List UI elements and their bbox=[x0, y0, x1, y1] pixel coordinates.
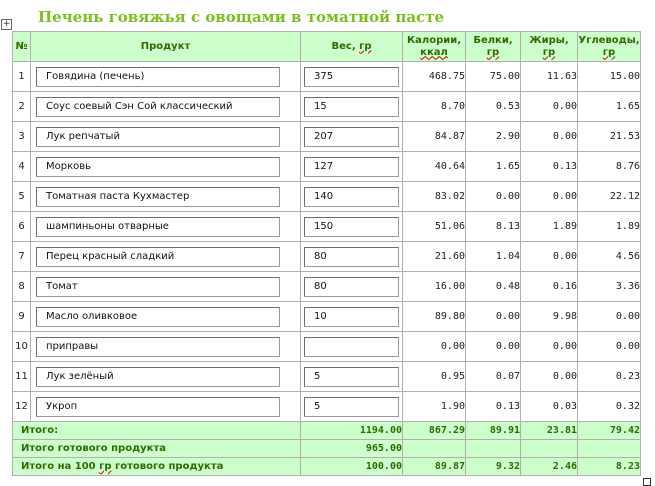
kcal-value: 0.00 bbox=[403, 332, 466, 362]
ready-empty-cell bbox=[466, 440, 521, 458]
ready-empty-cell bbox=[403, 440, 466, 458]
weight-cell bbox=[301, 182, 403, 212]
row-number: 7 bbox=[13, 242, 31, 272]
row-number: 12 bbox=[13, 392, 31, 422]
product-input[interactable]: шампиньоны отварные bbox=[36, 217, 280, 237]
row-number: 9 bbox=[13, 302, 31, 332]
row-number: 6 bbox=[13, 212, 31, 242]
protein-value: 0.48 bbox=[466, 272, 521, 302]
product-input[interactable]: Лук зелёный bbox=[36, 367, 280, 387]
weight-input[interactable]: 80 bbox=[304, 247, 399, 267]
fat-value: 0.13 bbox=[521, 152, 578, 182]
product-cell bbox=[31, 242, 301, 272]
header-fat-text: Жиры, bbox=[529, 34, 569, 46]
weight-cell bbox=[301, 152, 403, 182]
product-input[interactable]: Перец красный сладкий bbox=[36, 247, 280, 267]
kcal-value: 83.02 bbox=[403, 182, 466, 212]
row-number: 1 bbox=[13, 62, 31, 92]
fat-value: 0.16 bbox=[521, 272, 578, 302]
kcal-value: 84.87 bbox=[403, 122, 466, 152]
header-product: Продукт bbox=[31, 32, 301, 62]
table-row bbox=[13, 92, 641, 122]
weight-input[interactable]: 15 bbox=[304, 97, 399, 117]
product-input[interactable]: приправы bbox=[36, 337, 280, 357]
weight-cell bbox=[301, 392, 403, 422]
product-input[interactable]: Говядина (печень) bbox=[36, 67, 280, 87]
product-cell bbox=[31, 212, 301, 242]
table-row bbox=[13, 242, 641, 272]
per100-label-a: Итого на 100 bbox=[21, 461, 100, 472]
carbs-value: 22.12 bbox=[578, 182, 641, 212]
table-row bbox=[13, 182, 641, 212]
fat-value: 0.00 bbox=[521, 332, 578, 362]
header-weight-text: Вес, bbox=[331, 40, 360, 52]
kcal-value: 40.64 bbox=[403, 152, 466, 182]
fat-value: 0.00 bbox=[521, 182, 578, 212]
carbs-value: 0.00 bbox=[578, 332, 641, 362]
carbs-value: 0.23 bbox=[578, 362, 641, 392]
product-cell bbox=[31, 122, 301, 152]
carbs-value: 15.00 bbox=[578, 62, 641, 92]
weight-input[interactable]: 80 bbox=[304, 277, 399, 297]
carbs-value: 0.32 bbox=[578, 392, 641, 422]
weight-input[interactable]: 10 bbox=[304, 307, 399, 327]
header-num: № bbox=[13, 32, 31, 62]
header-row bbox=[13, 32, 641, 62]
protein-value: 8.13 bbox=[466, 212, 521, 242]
header-carbs-text: Углеводы, bbox=[578, 34, 640, 46]
kcal-value: 51.06 bbox=[403, 212, 466, 242]
fat-value: 0.00 bbox=[521, 92, 578, 122]
total-kcal: 867.29 bbox=[403, 422, 466, 440]
carbs-value: 0.00 bbox=[578, 302, 641, 332]
product-input[interactable]: Укроп bbox=[36, 397, 280, 417]
total-carbs: 79.42 bbox=[578, 422, 641, 440]
per100-row bbox=[13, 458, 641, 476]
ready-weight: 965.00 bbox=[301, 440, 403, 458]
header-protein-text: Белки, bbox=[473, 34, 513, 46]
weight-cell bbox=[301, 122, 403, 152]
header-kcal bbox=[403, 32, 466, 62]
header-fat-unit: гр bbox=[542, 46, 556, 58]
per100-label bbox=[13, 458, 301, 476]
header-kcal-text: Калории, bbox=[406, 34, 462, 46]
header-kcal-unit: ккал bbox=[420, 46, 448, 58]
product-input[interactable]: Морковь bbox=[36, 157, 280, 177]
per100-kcal: 89.87 bbox=[403, 458, 466, 476]
protein-value: 0.00 bbox=[466, 182, 521, 212]
fat-value: 0.00 bbox=[521, 242, 578, 272]
ready-empty-cell bbox=[578, 440, 641, 458]
table-row bbox=[13, 122, 641, 152]
product-cell bbox=[31, 182, 301, 212]
product-cell bbox=[31, 272, 301, 302]
protein-value: 1.65 bbox=[466, 152, 521, 182]
product-cell bbox=[31, 362, 301, 392]
row-number: 8 bbox=[13, 272, 31, 302]
header-weight-unit: гр bbox=[359, 40, 372, 52]
carbs-value: 1.89 bbox=[578, 212, 641, 242]
table-row bbox=[13, 392, 641, 422]
kcal-value: 8.70 bbox=[403, 92, 466, 122]
header-carbs-unit: гр bbox=[602, 46, 616, 58]
weight-input[interactable] bbox=[304, 337, 399, 357]
fat-value: 1.89 bbox=[521, 212, 578, 242]
protein-value: 0.53 bbox=[466, 92, 521, 122]
weight-cell bbox=[301, 242, 403, 272]
table-row bbox=[13, 362, 641, 392]
protein-value: 0.07 bbox=[466, 362, 521, 392]
per100-unit: гр bbox=[99, 461, 112, 472]
table-move-handle[interactable]: + bbox=[2, 19, 11, 29]
protein-value: 0.00 bbox=[466, 332, 521, 362]
product-cell bbox=[31, 92, 301, 122]
fat-value: 0.03 bbox=[521, 392, 578, 422]
row-number: 5 bbox=[13, 182, 31, 212]
table-row bbox=[13, 152, 641, 182]
protein-value: 2.90 bbox=[466, 122, 521, 152]
row-number: 10 bbox=[13, 332, 31, 362]
per100-fat: 2.46 bbox=[521, 458, 578, 476]
per100-protein: 9.32 bbox=[466, 458, 521, 476]
ready-empty-cell bbox=[521, 440, 578, 458]
row-number: 11 bbox=[13, 362, 31, 392]
header-protein bbox=[466, 32, 521, 62]
fat-value: 11.63 bbox=[521, 62, 578, 92]
protein-value: 75.00 bbox=[466, 62, 521, 92]
weight-input[interactable]: 5 bbox=[304, 367, 399, 387]
product-cell bbox=[31, 392, 301, 422]
product-cell bbox=[31, 62, 301, 92]
product-cell bbox=[31, 302, 301, 332]
product-cell bbox=[31, 332, 301, 362]
table-row bbox=[13, 302, 641, 332]
total-row bbox=[13, 422, 641, 440]
product-input[interactable]: Томат bbox=[36, 277, 280, 297]
ready-label: Итого готового продукта bbox=[13, 440, 301, 458]
product-input[interactable]: Лук репчатый bbox=[36, 127, 280, 147]
row-number: 3 bbox=[13, 122, 31, 152]
header-weight bbox=[301, 32, 403, 62]
product-input[interactable]: Масло оливковое bbox=[36, 307, 280, 327]
table-row bbox=[13, 62, 641, 92]
row-number: 4 bbox=[13, 152, 31, 182]
weight-cell bbox=[301, 362, 403, 392]
per100-weight: 100.00 bbox=[301, 458, 403, 476]
fat-value: 0.00 bbox=[521, 122, 578, 152]
kcal-value: 0.95 bbox=[403, 362, 466, 392]
carbs-value: 4.56 bbox=[578, 242, 641, 272]
row-number: 2 bbox=[13, 92, 31, 122]
kcal-value: 468.75 bbox=[403, 62, 466, 92]
fat-value: 9.98 bbox=[521, 302, 578, 332]
product-input[interactable]: Соус соевый Сэн Сой классический bbox=[36, 97, 280, 117]
total-protein: 89.91 bbox=[466, 422, 521, 440]
protein-value: 0.13 bbox=[466, 392, 521, 422]
weight-input[interactable]: 375 bbox=[304, 67, 399, 87]
weight-cell bbox=[301, 272, 403, 302]
weight-input[interactable]: 5 bbox=[304, 397, 399, 417]
carbs-value: 3.36 bbox=[578, 272, 641, 302]
header-carbs bbox=[578, 32, 641, 62]
weight-input[interactable]: 127 bbox=[304, 157, 399, 177]
product-input[interactable]: Томатная паста Кухмастер bbox=[36, 187, 280, 207]
carbs-value: 8.76 bbox=[578, 152, 641, 182]
kcal-value: 89.80 bbox=[403, 302, 466, 332]
carbs-value: 21.53 bbox=[578, 122, 641, 152]
total-weight: 1194.00 bbox=[301, 422, 403, 440]
ready-product-row bbox=[13, 440, 641, 458]
weight-cell bbox=[301, 92, 403, 122]
table-row bbox=[13, 272, 641, 302]
per100-carbs: 8.23 bbox=[578, 458, 641, 476]
product-cell bbox=[31, 152, 301, 182]
nutrition-table bbox=[12, 31, 641, 476]
table-row bbox=[13, 212, 641, 242]
weight-input[interactable]: 140 bbox=[304, 187, 399, 207]
weight-input[interactable]: 207 bbox=[304, 127, 399, 147]
total-fat: 23.81 bbox=[521, 422, 578, 440]
protein-value: 1.04 bbox=[466, 242, 521, 272]
weight-cell bbox=[301, 332, 403, 362]
kcal-value: 1.90 bbox=[403, 392, 466, 422]
weight-input[interactable]: 150 bbox=[304, 217, 399, 237]
protein-value: 0.00 bbox=[466, 302, 521, 332]
kcal-value: 16.00 bbox=[403, 272, 466, 302]
carbs-value: 1.65 bbox=[578, 92, 641, 122]
header-protein-unit: гр bbox=[486, 46, 500, 58]
per100-label-b: готового продукта bbox=[111, 461, 224, 472]
fat-value: 0.00 bbox=[521, 362, 578, 392]
kcal-value: 21.60 bbox=[403, 242, 466, 272]
recipe-title: Печень говяжья с овощами в томатной пасте bbox=[38, 8, 445, 26]
total-label: Итого: bbox=[13, 422, 301, 440]
weight-cell bbox=[301, 62, 403, 92]
header-fat bbox=[521, 32, 578, 62]
weight-cell bbox=[301, 302, 403, 332]
weight-cell bbox=[301, 212, 403, 242]
table-resize-handle[interactable] bbox=[643, 478, 651, 486]
table-row bbox=[13, 332, 641, 362]
